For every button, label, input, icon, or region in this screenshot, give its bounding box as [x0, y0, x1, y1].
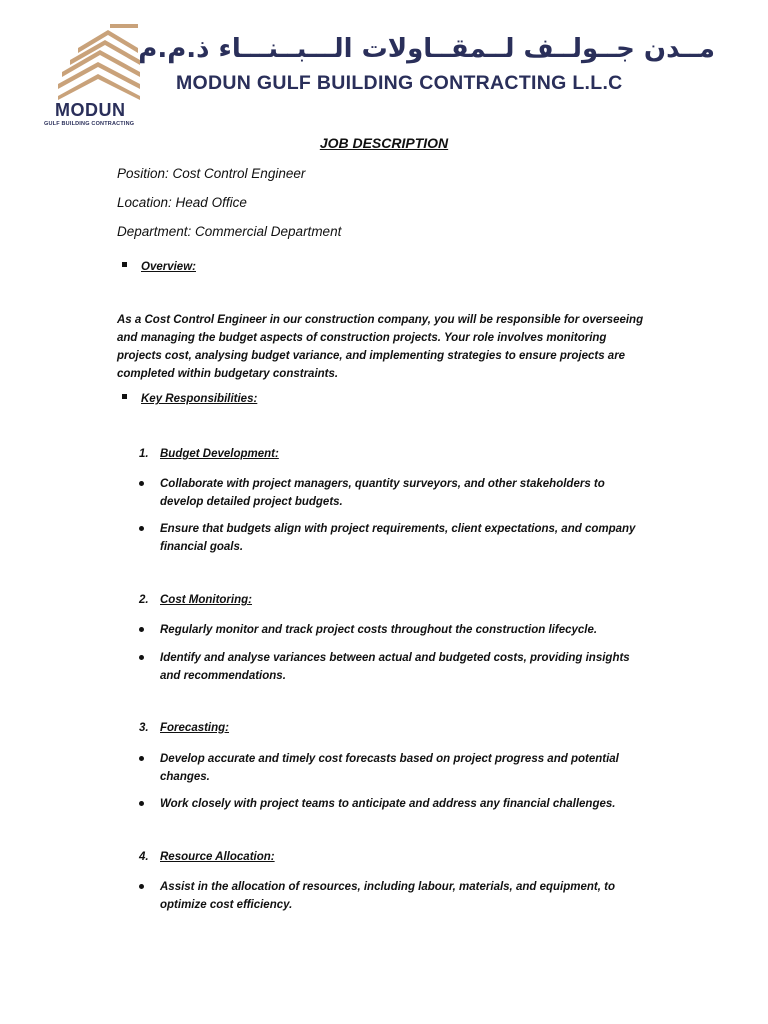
company-name: MODUN GULF BUILDING CONTRACTING L.L.C	[176, 72, 623, 94]
company-name-arabic: مــدن جــولــف لــمقــاولات الـــبــنـــاء ذ.م.م	[138, 34, 715, 64]
list-item: Ensure that budgets align with project requirements, client expectations, and company financial goals.	[139, 520, 649, 556]
document-title: JOB DESCRIPTION	[319, 135, 449, 151]
responsibilities-heading: Key Responsibilities:	[122, 393, 257, 405]
bullet-icon	[139, 756, 144, 761]
section-heading: 4. Resource Allocation:	[139, 851, 275, 863]
bullet-icon	[139, 884, 144, 889]
overview-paragraph: As a Cost Control Engineer in our construction company, you will be responsible for overseeing and managing the budget aspects of construction projects. Your role involves monitoring projects cost, analysing budget variance, and implementing strategies to ensure projects are completed within budgetary constraints.	[117, 314, 644, 380]
overview-heading: Overview:	[122, 261, 196, 273]
square-bullet-icon	[122, 394, 127, 399]
list-item: Identify and analyse variances between actual and budgeted costs, providing insights and recommendations.	[139, 649, 649, 685]
square-bullet-icon	[122, 262, 127, 267]
section-heading: 3. Forecasting:	[139, 722, 230, 734]
position-line: Position: Cost Control Engineer	[117, 166, 306, 181]
bullet-icon	[139, 801, 144, 806]
list-item: Assist in the allocation of resources, including labour, materials, and equipment, to optimize cost efficiency.	[139, 878, 649, 914]
section-heading: 1. Budget Development:	[139, 448, 279, 460]
list-item: Collaborate with project managers, quantity surveyors, and other stakeholders to develop detailed project budgets.	[139, 475, 649, 511]
list-item: Work closely with project teams to anticipate and address any financial challenges.	[139, 795, 649, 813]
department-line: Department: Commercial Department	[117, 224, 342, 239]
section-heading: 2. Cost Monitoring:	[139, 594, 252, 606]
location-line: Location: Head Office	[117, 195, 247, 210]
bullet-icon	[139, 481, 144, 486]
list-item: Regularly monitor and track project costs throughout the construction lifecycle.	[139, 621, 649, 639]
logo-wordmark: MODUN	[55, 100, 126, 120]
bullet-icon	[139, 627, 144, 632]
bullet-icon	[139, 655, 144, 660]
bullet-icon	[139, 526, 144, 531]
logo-subtitle: GULF BUILDING CONTRACTING	[44, 121, 135, 127]
list-item: Develop accurate and timely cost forecasts based on project progress and potential changes.	[139, 750, 649, 786]
